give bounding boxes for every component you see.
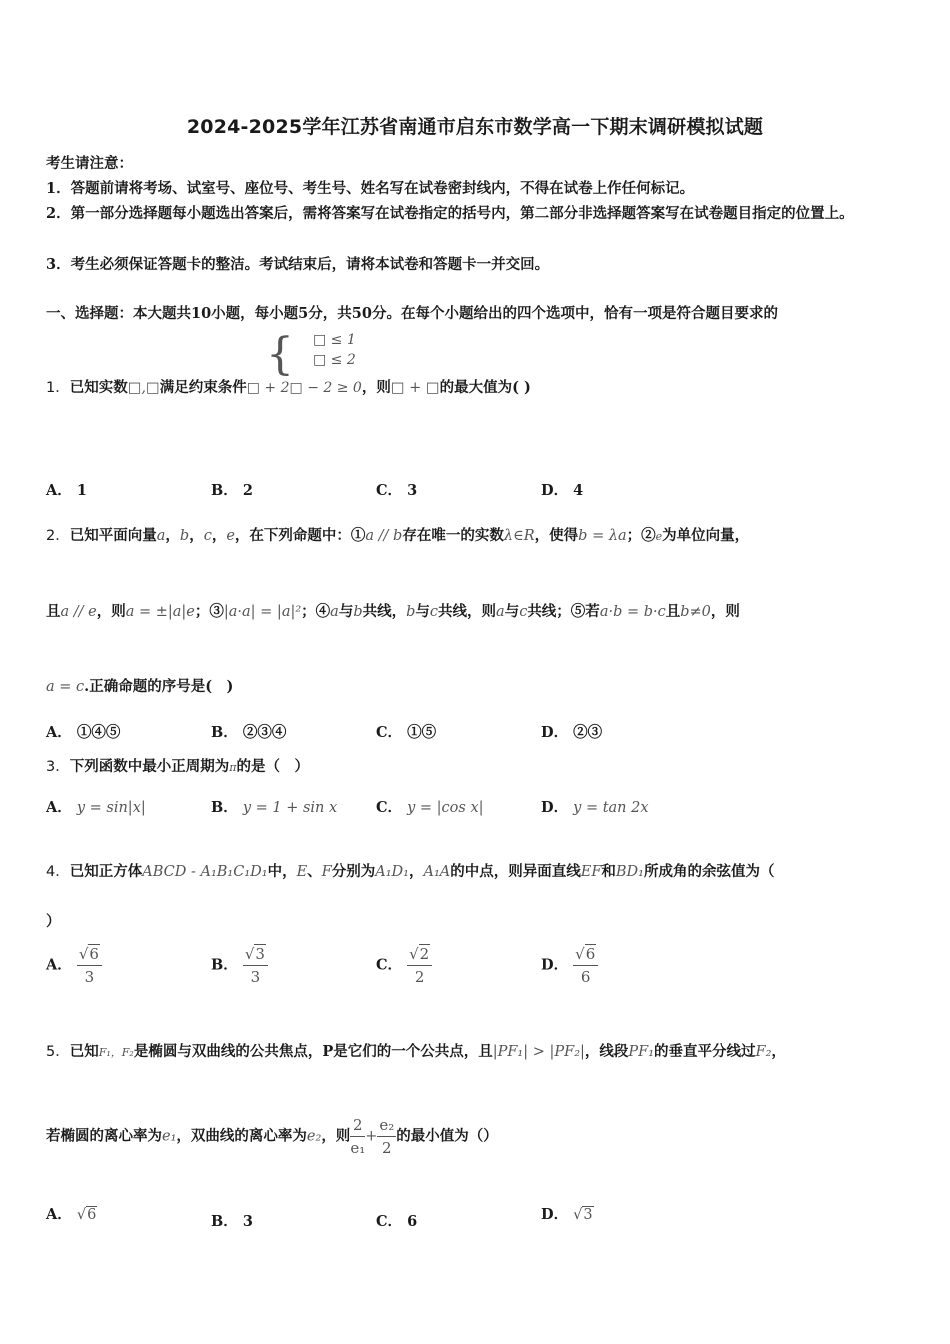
question-number: 1． [46, 380, 70, 396]
question-1-stem [46, 376, 531, 397]
option-b[interactable]: B． 2 [211, 482, 253, 499]
notice-item-3: 3．考生必须保证答题卡的整洁。考试结束后，请将本试卷和答题卡一并交回。 [46, 256, 550, 273]
q1-text: ，则 [361, 379, 391, 396]
system-brace: { [266, 329, 294, 380]
constraint-1: □ ≤ 1 [313, 332, 356, 348]
question-number: 5． [46, 1044, 70, 1060]
q1-text: 已知实数 [69, 379, 128, 396]
option-d[interactable]: D． ②③ [541, 724, 603, 741]
option-c[interactable]: C． ①⑤ [376, 724, 437, 741]
q1-text: 的最大值为( ) [439, 379, 531, 396]
q1-vars: □,□ [127, 380, 160, 396]
option-a[interactable]: A． 1 [46, 482, 87, 499]
option-d[interactable]: D． y = tan 2x [541, 799, 649, 816]
q1-expr: □ + □ [390, 380, 440, 396]
option-b[interactable]: B． 3 [211, 1213, 253, 1230]
option-d[interactable]: D． 4 [541, 482, 584, 499]
option-c[interactable]: C． $\frac{√2}{2}$ [376, 943, 432, 988]
question-3-stem: 3．下列函数中最小正周期为π的是（ ） [46, 758, 309, 775]
option-a[interactable]: A． $\frac{√6}{3}$ [46, 943, 102, 988]
option-c[interactable]: C． 3 [376, 482, 418, 499]
q1-text: 满足约束条件 [159, 379, 247, 396]
option-a[interactable]: A． ①④⑤ [46, 724, 121, 741]
option-b[interactable]: B． ②③④ [211, 724, 287, 741]
notice-item-1: 1．答题前请将考场、试室号、座位号、考生号、姓名写在试卷密封线内，不得在试卷上作任何标记。 [46, 180, 695, 197]
option-d[interactable]: D． √3 [541, 1206, 593, 1223]
question-5-line-2: 若椭圆的离心率为e₁，双曲线的离心率为e₂，则 $\frac{2}{\text{e₁}}$ + $\frac{\text{e₂}}{2}$ 的最小值为（） [46, 1116, 498, 1157]
question-4-close: ） [46, 913, 61, 930]
question-2-line-3: a = c.正确命题的序号是( ) [46, 678, 234, 695]
question-2-line-2: 且a // e，则a = ±|a|e；③|a·a| = |a|²；④a与b共线，b与c共线，则a与c共线；⑤若a·b = b·c且b≠0，则 [46, 603, 740, 620]
page-title: 2024-2025学年江苏省南通市启东市数学高一下期末调研模拟试题 [186, 116, 764, 138]
option-c[interactable]: C． 6 [376, 1213, 418, 1230]
question-4-stem: 4．已知正方体ABCD - A₁B₁C₁D₁中，E、F分别为A₁D₁，A₁A的中点，则异面直线EF和BD₁所成角的余弦值为（ [46, 863, 775, 880]
option-b[interactable]: B． $\frac{√3}{3}$ [211, 943, 268, 988]
option-d[interactable]: D． $\frac{√6}{6}$ [541, 943, 598, 988]
option-b[interactable]: B． y = 1 + sin x [211, 799, 338, 816]
notice-item-2: 2．第一部分选择题每小题选出答案后，需将答案写在试卷指定的括号内，第二部分非选择题答案写在试卷题目指定的位置上。 [46, 205, 854, 222]
notice-heading: 考生请注意： [46, 155, 133, 172]
fraction-2: $\frac{\text{e₂}}{2}$ [379, 1116, 395, 1157]
constraint-3: □ + 2□ − 2 ≥ 0 [246, 380, 362, 396]
question-5-line-1: 5．已知F₁，F₂是椭圆与双曲线的公共焦点，P是它们的一个公共点，且|PF₁| > |PF₂|，线段PF₁的垂直平分线过F₂， [46, 1043, 786, 1060]
constraint-2: □ ≤ 2 [313, 352, 356, 368]
question-number: 2． [46, 528, 70, 544]
option-a[interactable]: A． √6 [46, 1206, 97, 1223]
option-c[interactable]: C． y = |cos x| [376, 799, 484, 816]
section-heading: 一、选择题：本大题共10小题，每小题5分，共50分。在每个小题给出的四个选项中，恰有一项是符合题目要求的 [46, 305, 778, 322]
question-number: 4． [46, 864, 70, 880]
question-2-line-1: 2．已知平面向量a，b，c，e，在下列命题中：①a // b存在唯一的实数λ∈R，使得b = λa；②e为单位向量， [46, 527, 750, 544]
option-a[interactable]: A． y = sin|x| [46, 799, 146, 816]
question-number: 3． [46, 759, 70, 775]
fraction-1: $\frac{2}{\text{e₁}}$ [350, 1116, 366, 1157]
